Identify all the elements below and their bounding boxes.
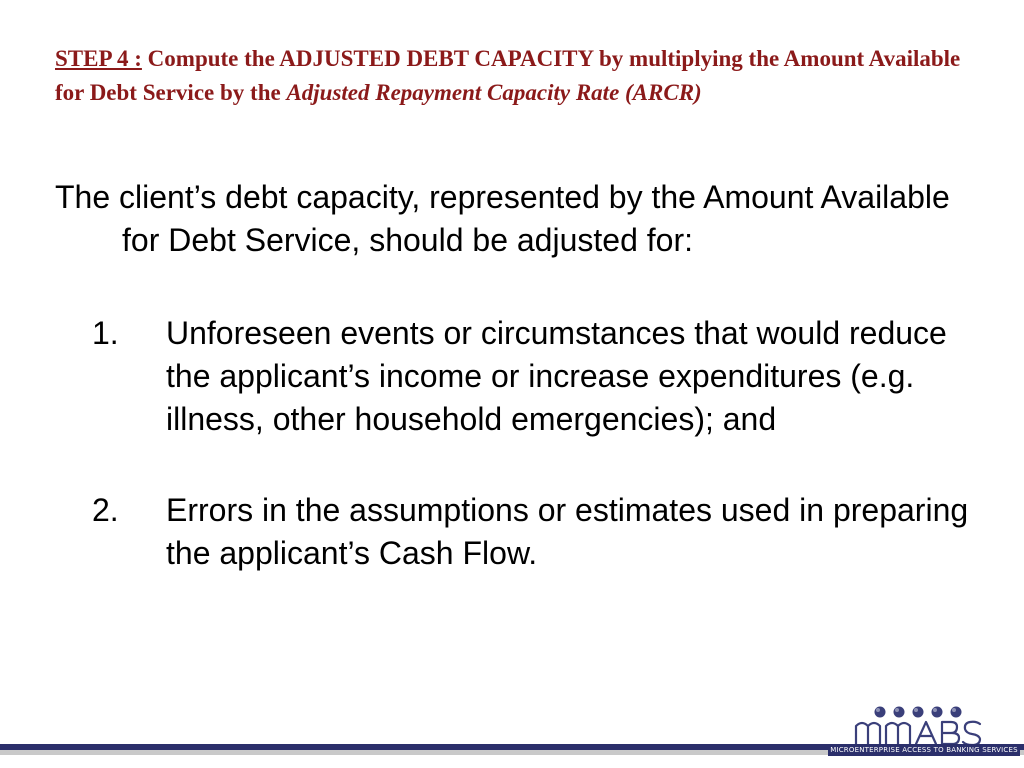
list-item-text: Unforeseen events or circumstances that would reduce the applicant’s income or increase expenditures (e.g. illness, other household emergencies); and bbox=[166, 315, 947, 437]
list-item-text: Errors in the assumptions or estimates used in preparing the applicant’s Cash Flow. bbox=[166, 492, 969, 571]
title-italic-text: Adjusted Repayment Capacity Rate (ARCR) bbox=[286, 80, 702, 105]
slide-body bbox=[55, 176, 975, 575]
title-text: Compute the ADJUSTED DEBT CAPACITY by multiplying the Amount Available for Debt Service by the bbox=[55, 46, 961, 105]
intro-paragraph: The client’s debt capacity, represented by the Amount Available for Debt Service, should be adjusted for: bbox=[55, 179, 950, 258]
list-item-number: 1. bbox=[92, 315, 119, 351]
list-item-number: 2. bbox=[92, 492, 119, 528]
slide-title bbox=[55, 42, 975, 110]
list-item bbox=[55, 312, 975, 441]
list-item bbox=[55, 489, 975, 575]
logo-tagline: MICROENTERPRISE ACCESS TO BANKING SERVICES bbox=[828, 744, 1020, 756]
title-step-label: STEP 4 : bbox=[55, 46, 142, 71]
